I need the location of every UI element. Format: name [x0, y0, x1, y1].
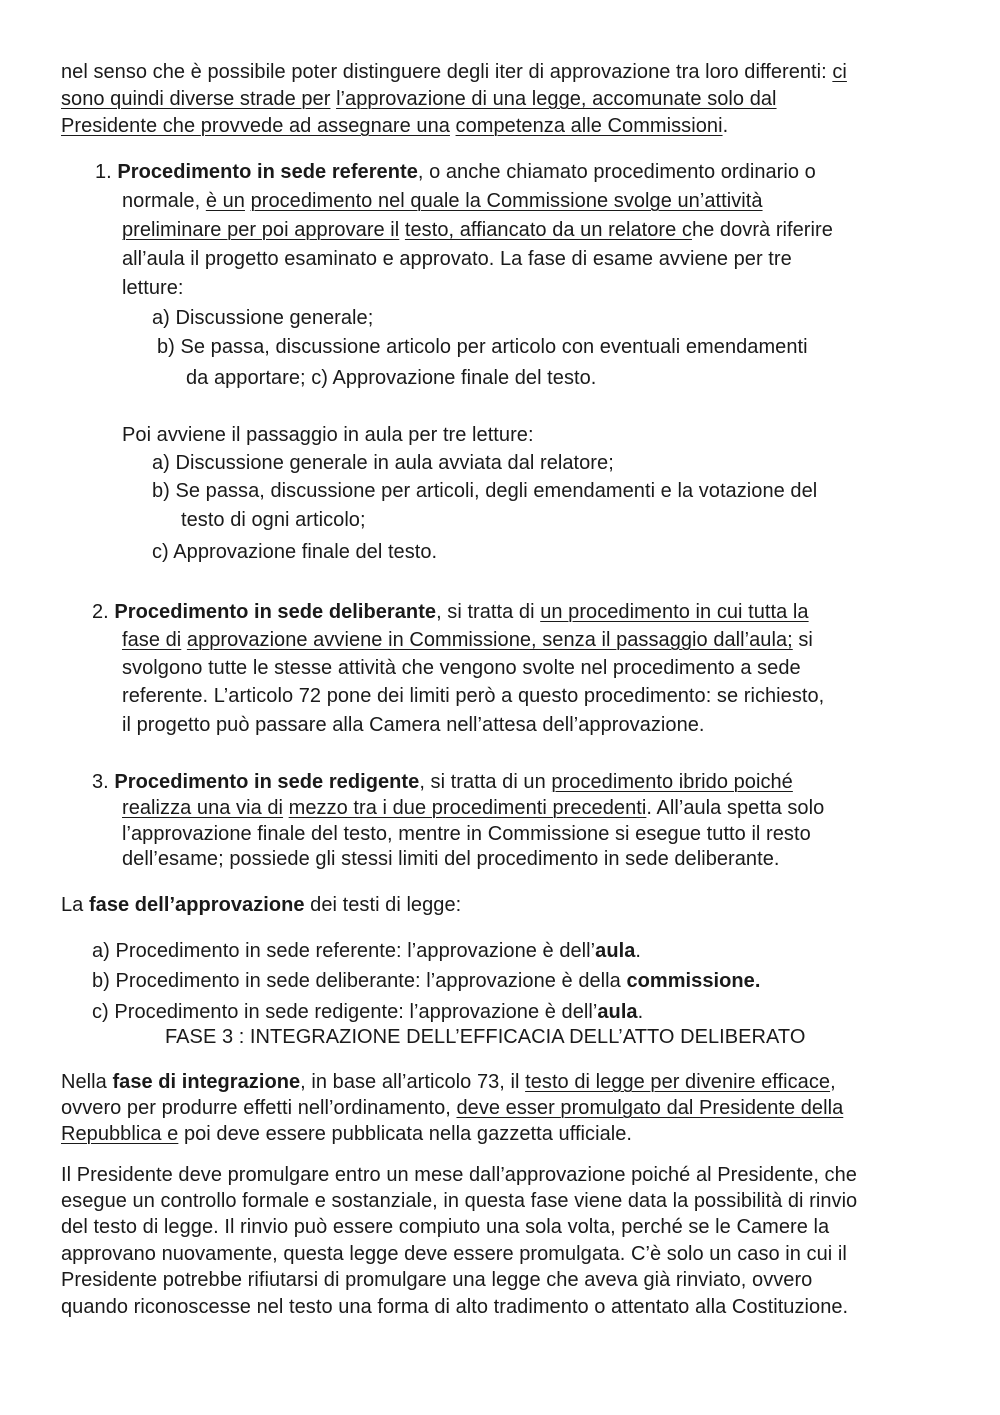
underlined-text: procedimento ibrido poiché	[551, 771, 793, 793]
integrazione-line-2: ovvero per produrre effetti nell’ordinamento, deve esser promulgato dal Presidente della	[61, 1097, 844, 1119]
integrazione-line-1: Nella fase di integrazione, in base all’articolo 73, il testo di legge per divenire efficace,	[61, 1071, 836, 1093]
fase-item-b: b) Procedimento in sede deliberante: l’approvazione è della commissione.	[92, 970, 761, 992]
item1-sub-b-1: b) Se passa, discussione articolo per articolo con eventuali emendamenti	[157, 336, 808, 358]
underlined-text: deve esser promulgato dal Presidente della	[456, 1097, 844, 1119]
item3-line-1: 3. Procedimento in sede redigente, si tratta di un procedimento ibrido poiché	[92, 771, 793, 793]
item1-aula-b-2: testo di ogni articolo;	[181, 509, 366, 531]
bold-term: commissione.	[626, 970, 761, 992]
presidente-line-4: approvano nuovamente, questa legge deve essere promulgata. C’è solo un caso in cui il	[61, 1243, 847, 1265]
fase-intro-line: La fase dell’approvazione dei testi di legge:	[61, 894, 462, 916]
item2-line-3: svolgono tutte le stesse attività che vengono svolte nel procedimento a sede	[122, 657, 801, 679]
fase-item-a: a) Procedimento in sede referente: l’approvazione è dell’aula.	[92, 940, 641, 962]
intro-line-2	[61, 87, 777, 111]
item3-line-2: realizza una via di mezzo tra i due procedimenti precedenti. All’aula spetta solo	[122, 797, 825, 819]
underlined-text: sono quindi diverse strade per	[61, 88, 331, 110]
item3-line-3: l’approvazione finale del testo, mentre in Commissione si esegue tutto il resto	[122, 823, 811, 845]
underlined-text: Presidente che provvede ad assegnare una	[61, 115, 450, 137]
underlined-text: mezzo tra i due procedimenti precedenti	[288, 797, 647, 819]
item2-line-4: referente. L’articolo 72 pone dei limiti però a questo procedimento: se richiesto,	[122, 685, 825, 707]
integrazione-line-3: Repubblica e poi deve essere pubblicata nella gazzetta ufficiale.	[61, 1123, 633, 1145]
intro-line-3: Presidente che provvede ad assegnare una competenza alle Commissioni.	[61, 115, 729, 137]
item1-line-2: normale, è un procedimento nel quale la Commissione svolge un’attività	[122, 190, 763, 212]
item3-line-4: dell’esame; possiede gli stessi limiti del procedimento in sede deliberante.	[122, 848, 780, 870]
list-number: 2.	[92, 601, 115, 623]
underlined-text: testo di legge per divenire efficace	[525, 1071, 831, 1093]
underlined-text: approvazione avviene in Commissione, senza il passaggio dall’aula;	[186, 629, 793, 651]
bold-term: aula	[597, 1001, 638, 1023]
item1-line-5: letture:	[122, 277, 184, 299]
list-number: 3.	[92, 771, 115, 793]
presidente-line-2: esegue un controllo formale e sostanziale, in questa fase viene data la possibilità di rinvio	[61, 1190, 858, 1212]
item-title: Procedimento in sede referente	[117, 161, 418, 183]
underlined-text: procedimento nel quale la Commissione svolge un’attività	[250, 190, 763, 212]
underlined-text: preliminare per poi approvare il	[122, 219, 400, 241]
fase-item-c: c) Procedimento in sede redigente: l’approvazione è dell’aula.	[92, 1001, 644, 1023]
underlined-text: realizza una via di	[122, 797, 284, 819]
item1-poi-line: Poi avviene il passaggio in aula per tre letture:	[122, 424, 534, 446]
item-title: Procedimento in sede redigente	[114, 771, 420, 793]
intro-line-1	[61, 60, 847, 84]
bold-term: aula	[595, 940, 636, 962]
underlined-text: ci	[832, 61, 847, 83]
underlined-text: un procedimento in cui tutta la	[540, 601, 809, 623]
item1-aula-a: a) Discussione generale in aula avviata dal relatore;	[152, 452, 614, 474]
item1-line-3: preliminare per poi approvare il testo, affiancato da un relatore che dovrà riferire	[122, 219, 833, 241]
underlined-text: fase di	[122, 629, 182, 651]
item2-line-1: 2. Procedimento in sede deliberante, si tratta di un procedimento in cui tutta la	[92, 601, 809, 623]
item1-sub-b-2: da apportare; c) Approvazione finale del testo.	[186, 367, 597, 389]
intro-text: nel senso che è possibile poter distinguere degli iter di approvazione tra loro differenti:	[61, 61, 833, 83]
underlined-text: l’approvazione di una legge, accomunate solo dal	[336, 88, 777, 110]
item2-line-2: fase di approvazione avviene in Commissione, senza il passaggio dall’aula; si	[122, 629, 813, 651]
bold-term: fase dell’approvazione	[88, 894, 305, 916]
presidente-line-6: quando riconoscesse nel testo una forma di alto tradimento o attentato alla Costituzione.	[61, 1296, 849, 1318]
item1-line-4: all’aula il progetto esaminato e approvato. La fase di esame avviene per tre	[122, 248, 792, 270]
section-heading: FASE 3 : INTEGRAZIONE DELL’EFFICACIA DELL’ATTO DELIBERATO	[165, 1026, 806, 1048]
item-title: Procedimento in sede deliberante	[114, 601, 437, 623]
underlined-text: è un	[205, 190, 245, 212]
presidente-line-5: Presidente potrebbe rifiutarsi di promulgare una legge che aveva già rinviato, ovvero	[61, 1269, 813, 1291]
item1-sub-a: a) Discussione generale;	[152, 307, 374, 329]
underlined-text: Repubblica e	[61, 1123, 179, 1145]
item1-aula-b-1: b) Se passa, discussione per articoli, degli emendamenti e la votazione del	[152, 480, 818, 502]
underlined-text: competenza alle Commissioni	[455, 115, 723, 137]
list-number: 1.	[95, 161, 118, 183]
presidente-line-1: Il Presidente deve promulgare entro un mese dall’approvazione poiché al Presidente, che	[61, 1164, 857, 1186]
presidente-line-3: del testo di legge. Il rinvio può essere compiuto una sola volta, perché se le Camere la	[61, 1216, 830, 1238]
item1-line-1: 1. Procedimento in sede referente, o anche chiamato procedimento ordinario o	[95, 161, 816, 183]
item1-aula-c: c) Approvazione finale del testo.	[152, 541, 438, 563]
underlined-text: testo, affiancato da un relatore c	[404, 219, 692, 241]
item2-line-5: il progetto può passare alla Camera nell’attesa dell’approvazione.	[122, 714, 705, 736]
bold-term: fase di integrazione	[112, 1071, 301, 1093]
